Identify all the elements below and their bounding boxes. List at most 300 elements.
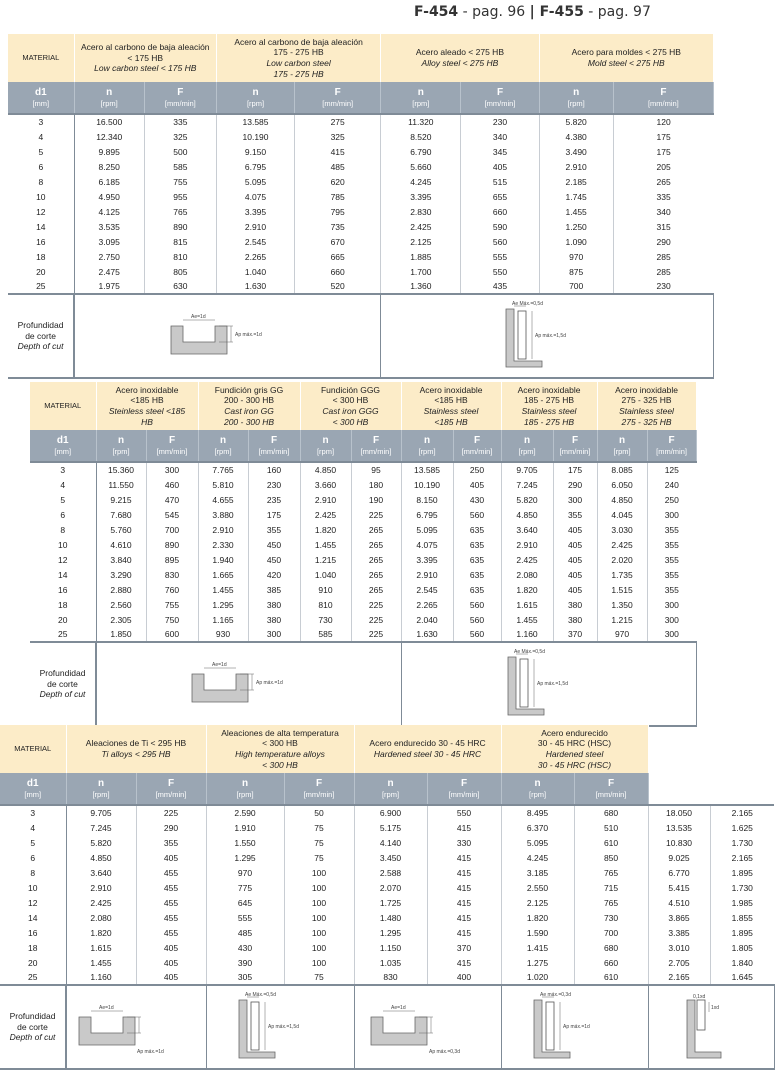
material-name <box>354 725 501 773</box>
rpm-cell: 3.095 <box>74 234 144 249</box>
depth-label-en: Depth of cut <box>17 341 64 352</box>
rpm-cell: 8.085 <box>597 462 647 477</box>
table-row <box>30 597 696 612</box>
f-header <box>461 82 539 114</box>
rpm-cell: 3.030 <box>597 522 647 537</box>
rpm-cell: 3.290 <box>96 567 146 582</box>
f-unit: [mm/min] <box>156 446 188 456</box>
separator: | <box>529 4 535 20</box>
rpm-cell: 18.050 <box>648 805 710 820</box>
diameter-cell: 8 <box>8 174 74 189</box>
depth-diagram-cell <box>501 985 648 1069</box>
rpm-cell: 930 <box>198 627 248 642</box>
diameter-cell: 10 <box>8 189 74 204</box>
f-label: F <box>177 86 184 98</box>
rpm-cell: 3.395 <box>401 552 453 567</box>
n-header <box>300 430 351 462</box>
table-row <box>8 114 714 129</box>
feed-cell: 100 <box>284 880 354 895</box>
feed-cell: 405 <box>553 567 597 582</box>
material-name-en: < 300 HB <box>262 759 298 770</box>
rpm-cell: 8.495 <box>501 805 574 820</box>
material-name-es: Acero aleado < 275 HB <box>415 47 504 58</box>
material-name-es: Aleaciones de Ti < 295 HB <box>85 738 187 749</box>
ae-label: Ae=1d <box>211 662 227 668</box>
rpm-cell: 430 <box>206 940 284 955</box>
feed-cell: 610 <box>574 970 648 985</box>
feed-cell: 455 <box>136 895 206 910</box>
rpm-cell: 1.745 <box>539 189 613 204</box>
rpm-cell: 2.425 <box>300 507 351 522</box>
diameter-cell: 16 <box>0 925 66 940</box>
feed-cell: 1.730 <box>731 837 753 848</box>
rpm-cell: 1.940 <box>198 552 248 567</box>
table-row <box>8 204 714 219</box>
table-row <box>8 264 714 279</box>
material-name-es: Fundición gris GG <box>214 384 284 395</box>
depth-diagram-cell <box>206 985 354 1069</box>
rpm-cell: 1.035 <box>354 955 427 970</box>
rpm-cell: 5.175 <box>354 820 427 835</box>
n-label: n <box>117 434 125 446</box>
rpm-cell: 11.550 <box>96 477 146 492</box>
rpm-cell: 1.850 <box>96 627 146 642</box>
n-unit: [rpm] <box>412 98 430 108</box>
feed-cell: 405 <box>553 552 597 567</box>
rpm-cell: 8.150 <box>401 492 453 507</box>
table-row <box>30 552 696 567</box>
diameter-cell: 18 <box>30 597 96 612</box>
diameter-cell: 14 <box>30 567 96 582</box>
feed-cell: 300 <box>146 462 198 477</box>
feed-cell: 500 <box>144 144 216 159</box>
rpm-cell: 810 <box>300 597 351 612</box>
f-header <box>574 773 648 805</box>
rpm-cell: 2.550 <box>501 880 574 895</box>
rpm-cell: 2.588 <box>354 865 427 880</box>
table-row <box>30 477 696 492</box>
f-header <box>427 773 501 805</box>
rpm-cell: 1.040 <box>216 264 294 279</box>
n-header <box>539 82 613 114</box>
material-name-es: Acero endurecido <box>541 727 608 738</box>
material-name-es: Aleaciones de alta temperatura <box>221 727 339 738</box>
f-unit: [mm/min] <box>155 789 187 799</box>
diameter-cell: 25 <box>0 970 66 985</box>
feed-cell: 235 <box>248 492 300 507</box>
feed-cell: 400 <box>427 970 501 985</box>
rpm-cell: 1.350 <box>597 597 647 612</box>
rpm-cell: 2.425 <box>597 537 647 552</box>
feed-cell: 1.805 <box>731 942 753 953</box>
rpm-cell: 2.475 <box>74 264 144 279</box>
feed-cell: 275 <box>295 114 381 129</box>
rpm-cell: 970 <box>597 627 647 642</box>
material-name-es: 175 - 275 HB <box>273 47 324 58</box>
feed-cell: 795 <box>295 204 381 219</box>
f-label: F <box>496 86 504 98</box>
rpm-cell: 5.415 <box>648 880 710 895</box>
rpm-cell: 390 <box>206 955 284 970</box>
rpm-cell: 2.425 <box>66 895 136 910</box>
feed-cell: 405 <box>136 955 206 970</box>
rpm-cell: 4.950 <box>74 189 144 204</box>
feed-cell: 385 <box>248 582 300 597</box>
material-label-text: MATERIAL <box>22 52 60 62</box>
depth-of-cut-label <box>8 294 74 378</box>
rpm-cell: 7.245 <box>66 820 136 835</box>
rpm-cell: 2.910 <box>300 492 351 507</box>
feed-cell: 75 <box>284 970 354 985</box>
material-name <box>597 382 696 430</box>
rpm-cell: 4.850 <box>597 492 647 507</box>
table-row <box>8 219 714 234</box>
material-name <box>96 382 198 430</box>
feed-cell: 290 <box>656 236 671 247</box>
table-row <box>8 279 714 294</box>
depth-of-cut-label <box>30 642 96 726</box>
rpm-cell: 305 <box>206 970 284 985</box>
rpm-cell: 2.125 <box>381 234 461 249</box>
ae-label: Ae Máx.=0,5d <box>245 992 277 998</box>
material-label <box>30 382 96 430</box>
feed-cell: 355 <box>136 835 206 850</box>
n-header <box>74 82 144 114</box>
cutter-tool <box>251 1002 259 1050</box>
d1-unit: [mm] <box>54 446 72 456</box>
material-name-en: Ti alloys < 295 HB <box>101 749 171 759</box>
d1-label: d1 <box>34 86 47 98</box>
feed-cell: 340 <box>656 206 671 217</box>
table-row <box>30 462 696 477</box>
feed-cell: 415 <box>427 820 501 835</box>
rpm-cell: 4.655 <box>198 492 248 507</box>
rpm-cell: 5.820 <box>539 114 613 129</box>
material-label-text: MATERIAL <box>14 743 52 753</box>
feed-cell: 1.895 <box>731 867 753 878</box>
feed-cell: 750 <box>146 612 198 627</box>
feed-cell: 370 <box>427 940 501 955</box>
feed-cell: 830 <box>146 567 198 582</box>
rpm-cell: 1.820 <box>501 582 553 597</box>
table-row <box>0 910 774 925</box>
feed-cell: 520 <box>295 279 381 294</box>
material-name-en: Hardened steel 30 - 45 HRC <box>373 749 482 759</box>
depth-diagram-cell <box>354 985 501 1069</box>
rpm-cell: 4.850 <box>501 507 553 522</box>
feed-cell: 225 <box>351 612 401 627</box>
diameter-cell: 14 <box>0 910 66 925</box>
feed-cell: 315 <box>656 221 671 232</box>
feed-cell: 460 <box>146 477 198 492</box>
feed-cell: 2.165 <box>731 852 753 863</box>
rpm-cell: 1.160 <box>501 627 553 642</box>
ae-label: Ae máx.=0,3d <box>539 992 571 998</box>
feed-cell: 415 <box>427 895 501 910</box>
feed-cell: 50 <box>284 805 354 820</box>
d1-label: d1 <box>26 777 39 789</box>
feed-cell: 1.855 <box>731 912 753 923</box>
rpm-cell: 2.910 <box>66 880 136 895</box>
feed-cell: 405 <box>553 582 597 597</box>
material-name-en: Cast iron GG <box>224 406 274 416</box>
feed-cell: 660 <box>461 204 539 219</box>
feed-cell: 660 <box>574 955 648 970</box>
f-unit: [mm/min] <box>461 446 493 456</box>
f-header <box>351 430 401 462</box>
rpm-cell: 1.295 <box>206 850 284 865</box>
n-unit: [rpm] <box>613 446 631 456</box>
depth-diagram-cell <box>74 294 381 378</box>
feed-cell: 405 <box>136 970 206 985</box>
rpm-cell: 8.520 <box>381 129 461 144</box>
diameter-cell: 12 <box>30 552 96 567</box>
feed-cell: 635 <box>453 582 501 597</box>
diameter-cell: 10 <box>30 537 96 552</box>
feed-cell: 755 <box>146 597 198 612</box>
feed-cell: 560 <box>453 627 501 642</box>
cutter-tool <box>697 1000 705 1030</box>
f-label: F <box>315 777 323 789</box>
rpm-cell: 7.680 <box>96 507 146 522</box>
depth-of-cut-label <box>0 985 66 1069</box>
diameter-cell: 25 <box>30 627 96 642</box>
cutting-table-section-2 <box>30 382 697 727</box>
feed-cell: 765 <box>574 895 648 910</box>
f-unit: [mm/min] <box>559 446 591 456</box>
feed-cell: 415 <box>427 850 501 865</box>
f-unit: [mm/min] <box>164 98 196 108</box>
material-name-es: Acero para moldes < 275 HB <box>571 47 681 58</box>
side-milling-diagram <box>492 301 602 371</box>
rpm-cell: 1.630 <box>401 627 453 642</box>
feed-cell: 175 <box>248 507 300 522</box>
rpm-cell: 6.795 <box>401 507 453 522</box>
material-header-row <box>8 34 714 82</box>
n-unit: [rpm] <box>100 98 118 108</box>
feed-cell: 1.730 <box>731 882 753 893</box>
feed-cell: 415 <box>427 880 501 895</box>
feed-cell: 890 <box>144 219 216 234</box>
depth-label-en: Depth of cut <box>9 1032 56 1043</box>
page-96-ref: - pag. 96 <box>458 4 530 20</box>
table-row <box>0 925 774 940</box>
rpm-cell: 1.415 <box>501 940 574 955</box>
rpm-cell: 1.700 <box>381 264 461 279</box>
feed-cell: 100 <box>284 940 354 955</box>
ae-label: Ae=1d <box>190 314 206 320</box>
material-name-en: Low carbon steel <box>266 58 331 68</box>
depth-diagram-cell <box>381 294 714 378</box>
feed-cell: 300 <box>553 492 597 507</box>
n-unit: [rpm] <box>92 789 110 799</box>
rpm-cell: 9.025 <box>648 850 710 865</box>
n-header <box>354 773 427 805</box>
feed-cell: 405 <box>136 940 206 955</box>
material-name-es: 30 - 45 HRC (HSC) <box>537 738 612 749</box>
rpm-cell: 700 <box>539 279 613 294</box>
feed-cell: 590 <box>461 219 539 234</box>
feed-cell: 285 <box>656 266 671 277</box>
feed-cell: 335 <box>656 191 671 202</box>
f-unit: [mm/min] <box>258 446 290 456</box>
feed-cell: 175 <box>656 131 671 142</box>
ap-label: Ap máx.=0,3d <box>428 1049 460 1055</box>
table-row <box>0 895 774 910</box>
f-unit: [mm/min] <box>303 789 335 799</box>
rpm-cell: 1.250 <box>539 219 613 234</box>
feed-cell: 810 <box>144 249 216 264</box>
material-name-en: Stainless steel <box>423 406 479 416</box>
rpm-cell: 4.245 <box>501 850 574 865</box>
diameter-cell: 3 <box>0 805 66 820</box>
depth-label-es2: de corte <box>17 1021 48 1032</box>
n-header <box>597 430 647 462</box>
depth-label-es2: de corte <box>47 678 78 689</box>
table-row <box>8 249 714 264</box>
feed-cell: 765 <box>144 204 216 219</box>
workpiece-section <box>171 326 227 354</box>
material-name-es: <185 HB <box>130 395 164 406</box>
diameter-cell: 18 <box>8 249 74 264</box>
feed-cell: 805 <box>144 264 216 279</box>
rpm-cell: 2.560 <box>96 597 146 612</box>
table-row <box>30 582 696 597</box>
feed-cell: 455 <box>136 910 206 925</box>
n-unit: [rpm] <box>236 789 254 799</box>
page-reference <box>414 4 734 26</box>
feed-cell: 265 <box>351 537 401 552</box>
material-name <box>401 382 501 430</box>
n-label: n <box>618 434 626 446</box>
feed-cell: 560 <box>453 597 501 612</box>
feed-cell: 340 <box>461 129 539 144</box>
rpm-cell: 7.245 <box>501 477 553 492</box>
table-row <box>8 129 714 144</box>
f-header <box>613 82 713 114</box>
diameter-cell: 8 <box>0 865 66 880</box>
diameter-cell: 5 <box>0 835 66 850</box>
rpm-cell: 2.080 <box>66 910 136 925</box>
feed-cell: 1.895 <box>731 927 753 938</box>
rpm-cell: 15.360 <box>96 462 146 477</box>
rpm-cell: 2.330 <box>198 537 248 552</box>
feed-cell: 560 <box>461 234 539 249</box>
n-header <box>501 773 574 805</box>
feed-cell: 230 <box>248 477 300 492</box>
rpm-cell: 4.610 <box>96 537 146 552</box>
rpm-cell: 1.090 <box>539 234 613 249</box>
rpm-cell: 1.275 <box>501 955 574 970</box>
feed-cell: 355 <box>248 522 300 537</box>
feed-cell: 415 <box>427 925 501 940</box>
table-row <box>30 612 696 627</box>
rpm-cell: 2.020 <box>597 552 647 567</box>
rpm-cell: 2.750 <box>74 249 144 264</box>
material-name-es: Acero inoxidable <box>115 384 179 395</box>
n-label: n <box>387 777 394 789</box>
material-name-es: <185 HB <box>434 395 468 406</box>
rpm-cell: 2.545 <box>401 582 453 597</box>
table-row <box>30 567 696 582</box>
material-name-es: Acero inoxidable <box>615 384 678 395</box>
feed-cell: 285 <box>656 251 671 262</box>
depth-label-es1: Profundidad <box>9 1011 56 1022</box>
d1-header <box>0 773 66 805</box>
n-header <box>381 82 461 114</box>
feed-cell: 205 <box>656 161 671 172</box>
ae-label: Ae=1d <box>390 1005 406 1011</box>
ap-label: Ap máx.=1d <box>255 680 283 686</box>
rpm-cell: 3.395 <box>216 204 294 219</box>
feed-cell: 100 <box>284 955 354 970</box>
rpm-cell: 2.705 <box>648 955 710 970</box>
diameter-cell: 16 <box>8 234 74 249</box>
n-unit: [rpm] <box>246 98 265 108</box>
feed-cell: 265 <box>351 552 401 567</box>
f-unit: [mm/min] <box>595 789 627 799</box>
feed-cell: 100 <box>284 865 354 880</box>
column-header-row <box>30 430 696 462</box>
n-label: n <box>106 86 113 98</box>
material-name <box>539 34 713 82</box>
feed-cell: 355 <box>664 539 679 550</box>
diameter-cell: 8 <box>30 522 96 537</box>
feed-cell: 120 <box>613 114 713 129</box>
feed-cell: 290 <box>553 477 597 492</box>
feed-cell: 455 <box>136 880 206 895</box>
rpm-cell: 8.250 <box>74 159 144 174</box>
rpm-cell: 2.425 <box>501 552 553 567</box>
feed-cell: 175 <box>553 462 597 477</box>
rpm-cell: 5.660 <box>381 159 461 174</box>
feed-cell: 485 <box>295 159 381 174</box>
material-name <box>66 725 206 773</box>
feed-cell: 2.165 <box>710 805 774 820</box>
rpm-cell: 2.305 <box>96 612 146 627</box>
hsc-depth-diagram <box>681 992 741 1062</box>
feed-cell: 405 <box>553 537 597 552</box>
n-header <box>216 82 294 114</box>
feed-cell: 355 <box>664 554 679 565</box>
feed-cell: 250 <box>664 494 679 505</box>
table-row <box>8 159 714 174</box>
f-label: F <box>334 86 341 98</box>
f-label: F <box>372 434 380 446</box>
material-name-en: 175 - 275 HB <box>273 68 324 79</box>
diameter-cell: 4 <box>8 129 74 144</box>
feed-cell: 700 <box>574 925 648 940</box>
material-name-es: 275 - 325 HB <box>621 395 672 406</box>
rpm-cell: 9.150 <box>216 144 294 159</box>
feed-cell: 420 <box>248 567 300 582</box>
table-row <box>0 940 774 955</box>
feed-cell: 335 <box>144 114 216 129</box>
rpm-cell: 6.795 <box>216 159 294 174</box>
cutter-tool <box>546 1002 554 1050</box>
f-header <box>453 430 501 462</box>
feed-cell: 560 <box>453 507 501 522</box>
diameter-cell: 4 <box>0 820 66 835</box>
cutting-table-section-3 <box>0 725 775 1070</box>
n-unit: [rpm] <box>518 446 536 456</box>
diameter-cell: 6 <box>8 159 74 174</box>
rpm-cell: 1.360 <box>381 279 461 294</box>
material-name-en: 185 - 275 HB <box>523 416 575 427</box>
feed-cell: 620 <box>295 174 381 189</box>
f-label: F <box>571 434 579 446</box>
f-header <box>284 773 354 805</box>
